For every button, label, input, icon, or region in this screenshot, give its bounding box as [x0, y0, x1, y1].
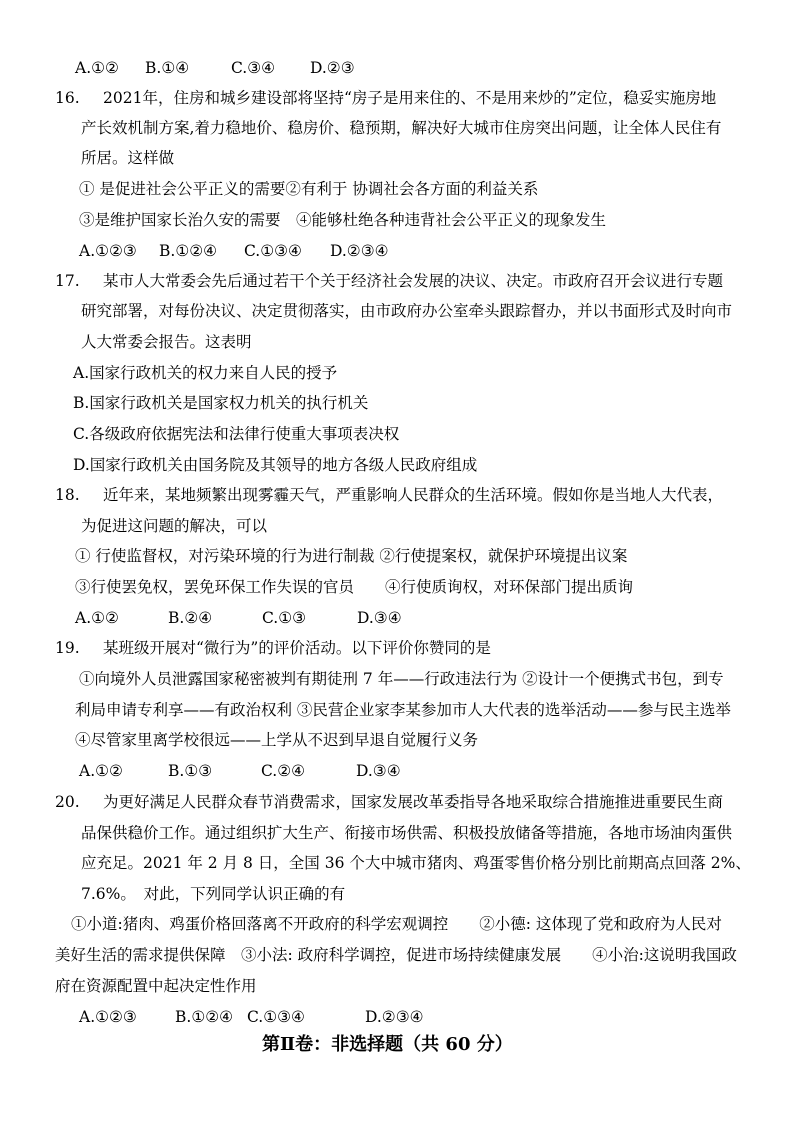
q17-choice-b: B.国家行政机关是国家权力机关的执行机关 [73, 394, 369, 412]
q17-number: 17. [55, 272, 80, 290]
q20-number: 20. [55, 793, 80, 811]
q20-statement-line: 美好生活的需求提供保障 ③小法: 政府科学调控，促进市场持续健康发展 ④小治:这说明我国政 [55, 946, 737, 964]
q16-statement-line: ① 是促进社会公平正义的需要②有利于 协调社会各方面的利益关系 [79, 180, 539, 198]
q17-choice-d: D.国家行政机关由国务院及其领导的地方各级人民政府组成 [73, 456, 478, 474]
q20-stem-line: 品保供稳价工作。通过组织扩大生产、衔接市场供需、积极投放储备等措施，各地市场油肉蛋供 [81, 824, 733, 842]
q18-option-a: A.①② [75, 609, 119, 627]
q16-statement-line: ③是维护国家长治久安的需要 ④能够杜绝各种违背社会公平正义的现象发生 [79, 211, 607, 229]
q19-statement-line: 利局申请专利享——有政治权利 ③民营企业家李某参加市人大代表的选举活动——参与民主选举 [75, 701, 731, 719]
q15-option-c: C.③④ [231, 59, 276, 77]
q20-stem-line: 7.6%。 对此，下列同学认识正确的有 [81, 885, 346, 903]
q17-stem-line: 人大常委会报告。这表明 [81, 333, 252, 351]
q18-option-c: C.①③ [262, 609, 307, 627]
q16-stem-line: 2021年，住房和城乡建设部将坚持“房子是用来住的、不是用来炒的”定位，稳妥实施房地 [103, 89, 717, 107]
q19-option-b: B.①③ [168, 762, 213, 780]
q20-option-b: B.①②④ [175, 1008, 234, 1026]
q18-stem-line: 为促进这问题的解决，可以 [81, 517, 268, 535]
q20-option-c: C.①③④ [247, 1008, 305, 1026]
q20-options [79, 1010, 424, 1026]
q18-option-d: D.③④ [357, 609, 402, 627]
q20-option-d: D.②③④ [365, 1008, 424, 1026]
q18-stem-line: 近年来，某地频繁出现雾霾天气，严重影响人民群众的生活环境。假如你是当地人大代表， [103, 486, 724, 504]
q19-option-a: A.①② [79, 762, 123, 780]
q16-option-d: D.②③④ [330, 242, 389, 260]
q18-statement-line: ① 行使监督权，对污染环境的行为进行制裁 ②行使提案权，就保护环境提出议案 [75, 547, 628, 565]
q16-stem-line: 所居。这样做 [81, 149, 175, 167]
q16-option-c: C.①③④ [244, 242, 302, 260]
q17-choice-c: C.各级政府依据宪法和法律行使重大事项表决权 [73, 425, 400, 443]
q18-option-b: B.②④ [168, 609, 213, 627]
section-title: 第Ⅱ卷：非选择题（共 60 分） [262, 1034, 513, 1055]
q18-statement-line: ③行使罢免权，罢免环保工作失误的官员 ④行使质询权，对环保部门提出质询 [75, 578, 634, 596]
q16-stem-line: 产长效机制方案,着力稳地价、稳房价、稳预期，解决好大城市住房突出问题，让全体人民住有 [81, 119, 722, 137]
q18-options [75, 611, 402, 627]
q16-option-b: B.①②④ [159, 242, 218, 260]
q19-statement-line: ①向境外人员泄露国家秘密被判有期徒刑 7 年——行政违法行为 ②设计一个便携式书包，到专 [79, 670, 724, 688]
q19-option-d: D.③④ [356, 762, 401, 780]
q15-options [75, 61, 355, 77]
q20-stem-line: 应充足。2021 年 2 月 8 日，全国 36 个大中城市猪肉、鸡蛋零售价格分别比前期高点回落 2%、 [81, 854, 751, 872]
q20-statement-line: ①小道:猪肉、鸡蛋价格回落离不开政府的科学宏观调控 ②小德: 这体现了党和政府为人民对 [71, 915, 722, 933]
q16-option-a: A.①②③ [79, 242, 137, 260]
q16-number: 16. [55, 89, 80, 107]
q15-option-a: A.①② [75, 59, 119, 77]
q19-options [79, 764, 401, 780]
q20-stem-line: 为更好满足人民群众春节消费需求，国家发展改革委指导各地采取综合措施推进重要民生商 [103, 793, 724, 811]
q19-stem-line: 某班级开展对“微行为”的评价活动。以下评价你赞同的是 [103, 639, 491, 657]
q20-option-a: A.①②③ [79, 1008, 137, 1026]
q19-number: 19. [55, 639, 80, 657]
q15-option-d: D.②③ [310, 59, 355, 77]
q17-stem-line: 某市人大常委会先后通过若干个关于经济社会发展的决议、决定。市政府召开会议进行专题 [103, 272, 724, 290]
q16-options [79, 244, 389, 260]
q17-stem-line: 研究部署，对每份决议、决定贯彻落实，由市政府办公室牵头跟踪督办，并以书面形式及时向市 [81, 302, 733, 320]
q20-statement-line: 府在资源配置中起决定性作用 [55, 977, 257, 995]
q15-option-b: B.①④ [145, 59, 190, 77]
q19-statement-line: ④尽管家里离学校很远——上学从不迟到早退自觉履行义务 [75, 731, 479, 749]
q19-option-c: C.②④ [261, 762, 306, 780]
q18-number: 18. [55, 486, 80, 504]
q17-choice-a: A.国家行政机关的权力来自人民的授予 [73, 364, 338, 382]
